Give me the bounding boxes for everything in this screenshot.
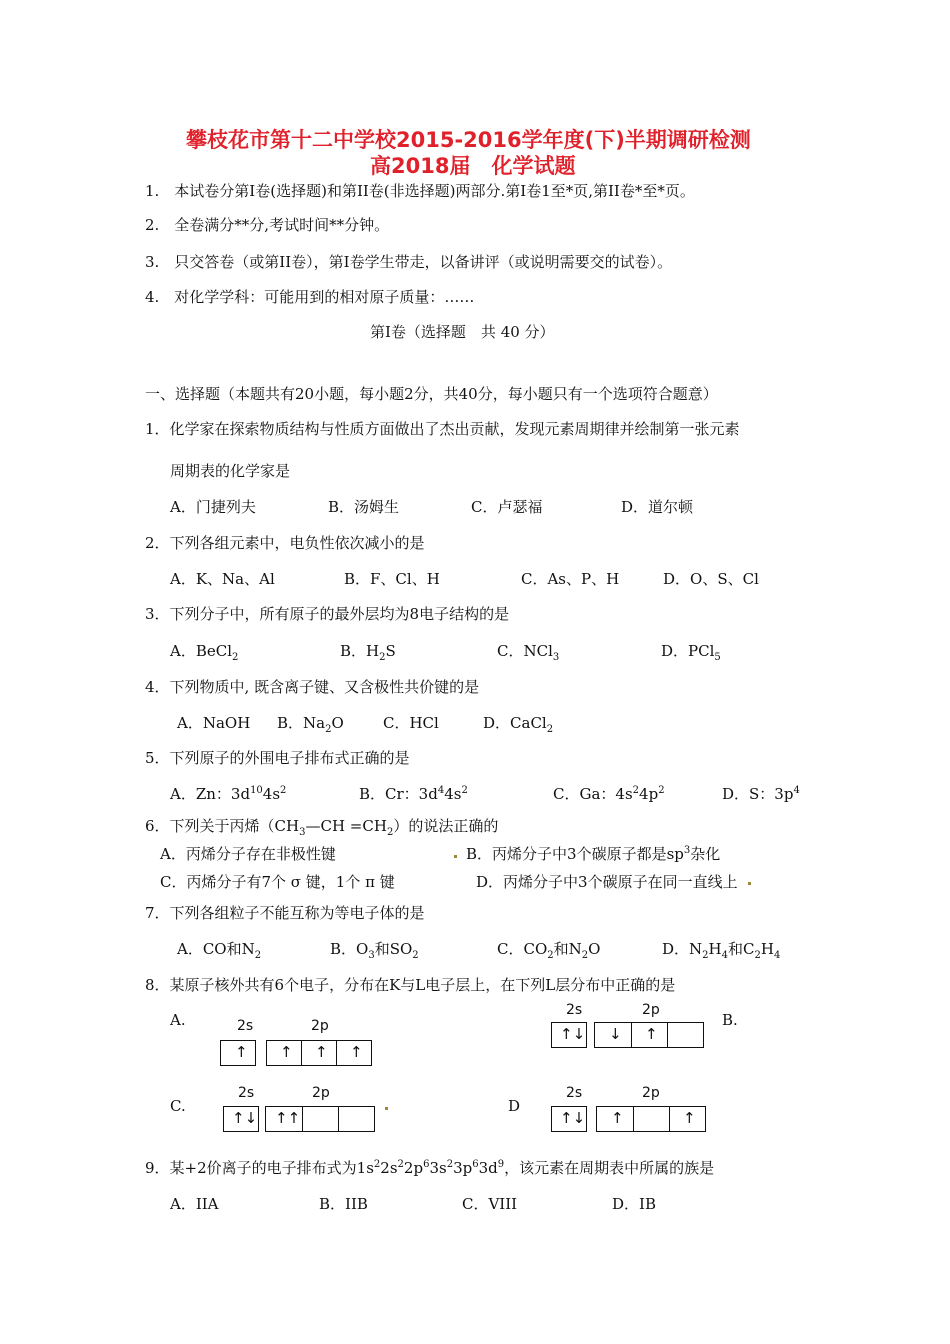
- q5-option-c: C．Ga：$4s^24p^2$: [553, 785, 665, 803]
- q8-a-2p-label: 2p: [311, 1018, 329, 1034]
- q8-b-2s-box: [551, 1022, 587, 1048]
- title-line-1: 攀枝花市第十二中学校2015-2016学年度(下)半期调研检测: [186, 128, 751, 152]
- q4-option-d: D．CaCl$_2$: [483, 714, 554, 735]
- instruction-1: 1. 本试卷分第Ⅰ卷(选择题)和第II卷(非选择题)两部分.第Ⅰ卷1至*页,第II卷*至*页。: [145, 182, 695, 200]
- q8-option-d-label: D: [508, 1097, 521, 1115]
- q8-b-2p-label: 2p: [642, 1002, 660, 1018]
- up-arrow-icon: ↑: [683, 1109, 696, 1127]
- q3-option-c: C．NCl$_3$: [497, 642, 560, 663]
- q2-option-a: A．K、Na、Al: [170, 570, 275, 588]
- q9-option-c: C．VIII: [462, 1195, 518, 1213]
- q8-c-2s-box: [223, 1106, 259, 1132]
- q7-stem: 7．下列各组粒子不能互称为等电子体的是: [145, 904, 425, 922]
- stray-mark: [454, 855, 457, 858]
- up-arrow-icon: ↑: [235, 1043, 248, 1061]
- q6-option-d: D．丙烯分子中3个碳原子在同一直线上: [476, 873, 738, 891]
- q5-option-d: D．S：$3p^4$: [722, 785, 800, 803]
- q6-option-c: C．丙烯分子有7个 σ 键，1个 π 键: [160, 873, 395, 891]
- q7-option-a: A．CO和$N_2$: [177, 940, 262, 961]
- q1-option-d: D．道尔顿: [621, 498, 694, 516]
- up-down-arrow-icon: ↑↓: [560, 1109, 586, 1127]
- up-arrow-icon: ↑: [280, 1043, 293, 1061]
- up-arrow-icon: ↑: [611, 1109, 624, 1127]
- q6-stem: 6．下列关于丙烯$(CH_3—CH =CH_2)$的说法正确的: [145, 817, 499, 838]
- q2-option-c: C．As、P、H: [521, 570, 620, 588]
- q7-option-d: D．$N_2H_4$和$C_2H_4$: [662, 940, 781, 961]
- q8-b-2p-box: [594, 1022, 704, 1048]
- q5-stem: 5．下列原子的外围电子排布式正确的是: [145, 749, 410, 767]
- q2-option-b: B．F、Cl、H: [344, 570, 440, 588]
- q8-c-2p-box: [265, 1106, 375, 1132]
- q8-option-b-label: B.: [722, 1011, 738, 1029]
- section-title: 第Ⅰ卷（选择题 共 40 分）: [370, 323, 555, 341]
- up-arrow-icon: ↑: [645, 1025, 658, 1043]
- q8-d-2s-box: [551, 1106, 587, 1132]
- q3-stem: 3．下列分子中，所有原子的最外层均为8电子结构的是: [145, 605, 510, 623]
- q8-option-a-label: A.: [170, 1011, 186, 1029]
- instruction-4: 4. 对化学学科：可能用到的相对原子质量：……: [145, 288, 475, 306]
- down-arrow-icon: ↓: [609, 1025, 622, 1043]
- stray-mark: [385, 1107, 388, 1110]
- q6-option-a: A．丙烯分子存在非极性键: [160, 845, 336, 863]
- q9-option-a: A．IIA: [170, 1195, 219, 1213]
- q2-option-d: D．O、S、Cl: [663, 570, 759, 588]
- q1-stem: 1．化学家在探索物质结构与性质方面做出了杰出贡献，发现元素周期律并绘制第一张元素: [145, 420, 740, 438]
- q7-option-b: B．$O_3$和$SO_2$: [330, 940, 419, 961]
- q8-stem: 8．某原子核外共有6个电子，分布在K与L电子层上，在下列L层分布中正确的是: [145, 976, 676, 994]
- q4-option-c: C．HCl: [383, 714, 439, 732]
- q2-stem: 2．下列各组元素中，电负性依次减小的是: [145, 534, 425, 552]
- q8-d-2p-box: [596, 1106, 706, 1132]
- q8-option-c-label: C.: [170, 1097, 186, 1115]
- q1-option-c: C．卢瑟福: [471, 498, 543, 516]
- q9-option-b: B．IIB: [319, 1195, 368, 1213]
- title-line-2: 高2018届 化学试题: [370, 154, 576, 178]
- q6-option-b: B．丙烯分子中3个碳原子都是$sp^3$杂化: [466, 845, 721, 863]
- q1-option-a: A．门捷列夫: [170, 498, 256, 516]
- q8-a-2p-box: [266, 1040, 372, 1066]
- up-up-arrow-icon: ↑↑: [275, 1109, 301, 1127]
- q8-a-2s-box: [220, 1040, 256, 1066]
- up-down-arrow-icon: ↑↓: [560, 1025, 586, 1043]
- q4-option-a: A．NaOH: [177, 714, 251, 732]
- q8-a-2s-label: 2s: [237, 1018, 254, 1034]
- up-down-arrow-icon: ↑↓: [232, 1109, 258, 1127]
- instruction-3: 3. 只交答卷（或第II卷），第Ⅰ卷学生带走，以备讲评（或说明需要交的试卷）。: [145, 253, 673, 271]
- q7-option-c: C．$CO_2$和$N_2O$: [497, 940, 601, 961]
- q3-option-b: B．$H_2S$: [340, 642, 396, 663]
- q4-stem: 4．下列物质中, 既含离子键、又含极性共价键的是: [145, 678, 480, 696]
- q8-d-2p-label: 2p: [642, 1085, 660, 1101]
- q1-option-b: B．汤姆生: [328, 498, 400, 516]
- up-arrow-icon: ↑: [350, 1043, 363, 1061]
- q3-option-a: A．BeCl$_2$: [170, 642, 239, 663]
- q3-option-d: D．PCl$_5$: [661, 642, 721, 663]
- stray-mark: [748, 882, 751, 885]
- q4-option-b: B．$Na_2O$: [277, 714, 344, 735]
- q8-b-2s-label: 2s: [566, 1002, 583, 1018]
- part-heading: 一、选择题（本题共有20小题，每小题2分，共40分，每小题只有一个选项符合题意）: [145, 385, 718, 403]
- instruction-2: 2. 全卷满分**分,考试时间**分钟。: [145, 216, 390, 234]
- q8-c-2p-label: 2p: [312, 1085, 330, 1101]
- q9-stem: 9．某+2价离子的电子排布式为$1s^22s^22p^63s^23p^63d^9$，该元素在周期表中所属的族是: [145, 1159, 715, 1177]
- up-arrow-icon: ↑: [315, 1043, 328, 1061]
- q1-stem-cont: 周期表的化学家是: [170, 462, 291, 480]
- q5-option-a: A．Zn：$3d^{10}4s^2$: [170, 785, 287, 803]
- q8-d-2s-label: 2s: [566, 1085, 583, 1101]
- q8-c-2s-label: 2s: [238, 1085, 255, 1101]
- q9-option-d: D．IB: [612, 1195, 656, 1213]
- q5-option-b: B．Cr：$3d^44s^2$: [359, 785, 468, 803]
